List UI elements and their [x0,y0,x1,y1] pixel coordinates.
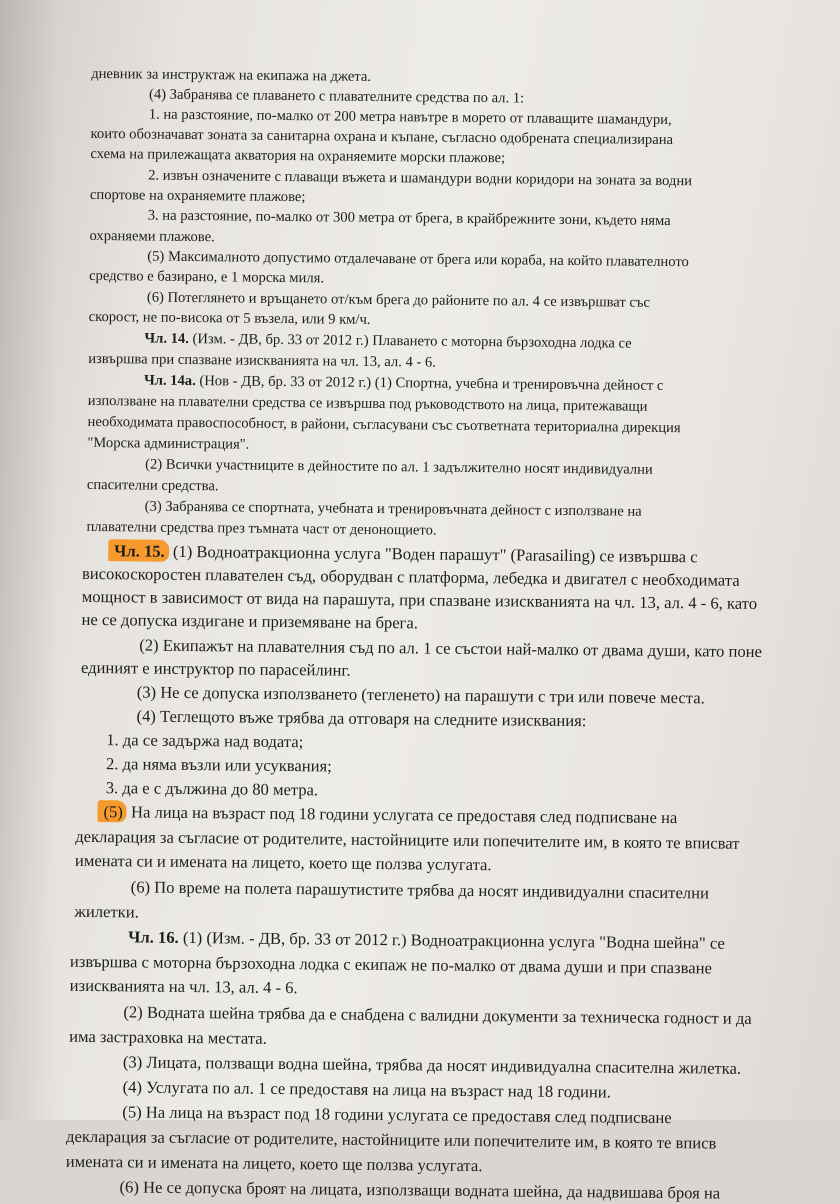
text-line: имената си и имената на лицето, което ще ползва услугата. [74,850,492,875]
text-line: 3. да е с дължина до 80 метра. [105,778,319,800]
text-line: схема на прилежащата акватория на охраняемите морски плажове; [90,145,506,167]
article-14a-label: Чл. 14а. [143,372,196,390]
article-16-label: Чл. 16. [128,927,179,947]
text-line: охраняеми плажове. [89,227,215,246]
text-line: използване на плавателни средства се извършва под ръководството на лица, притежаващи [87,392,648,415]
text-line: декларация за съгласие от родителите, настойниците или попечителите им, в която те вписват [75,826,740,853]
text-line: (3) Забранява се спортната, учебната и тренировъчната дейност с използване на [144,498,642,520]
article-14-label: Чл. 14. [144,330,189,347]
text-line: 3. на разстояние, по-малко от 300 метра от брега, в крайбрежните зони, където няма [147,207,671,230]
text-line: изискванията на чл. 13, ал. 4 - 6. [69,975,298,998]
text-line: дневник за инструктаж на екипажа на джета. [91,65,372,85]
text-line: (2) Екипажът на плавателния съд по ал. 1 се състои най-малко от двама души, като поне [139,635,763,662]
text-line: средство е базирано, е 1 морска миля. [89,267,325,287]
article-15-line [114,543,698,566]
text-line: (1) (Изм. - ДВ, бр. 33 от 2012 г.) Водноатракционна услуга "Водна шейна" се [182,927,725,953]
text-line: декларация за съгласие от родителите, настойниците или попечителите им, в която те вписв [66,1126,717,1153]
text-line: спортове на охраняемите плажове; [89,186,306,206]
article-14-line [144,332,631,352]
text-line: (6) Не се допуска броят на лицата, използващи водната шейна, да надвишава броя на [119,1177,721,1203]
text-line: 1. да се задържа над водата; [106,730,304,752]
text-line: "Морска администрация". [87,434,250,453]
text-line: (6) По време на полета парашутистите трябва да носят индивидуални спасителни [130,877,710,903]
text-line: 1. на разстояние, по-малко от 200 метра навътре в морето от плаващите шамандури, [148,106,672,129]
text-line: 2. да няма възли или усуквания; [105,754,332,776]
text-line: На лица на възраст под 18 години услугата се предоставя след подписване на [130,802,678,828]
text-line: има застраховка на местата. [69,1026,267,1048]
text-line: извършва при спазване изискванията на чл. 13, ал. 4 - 6. [88,350,436,371]
text-line: не се допуска издигане и приземяване на брега. [81,609,419,633]
text-line: извършва с моторна бързоходна лодка с екипаж не по-малко от двама души и при спазване [69,951,713,978]
text-line: (1) Водноатракционна услуга "Воден парашут" (Parasailing) се извършва с [172,541,698,567]
paragraph-5-label-highlighted: (5) [97,800,127,822]
text-line: (4) Теглещото въже трябва да отговаря на следните изисквания: [136,706,587,731]
text-line: (2) Всички участниците в дейностите по ал. 1 задължително носят индивидуални [145,456,653,478]
text-line: (4) Забранява се плаването с плавателните средства по ал. 1: [148,86,525,107]
text-line: (3) Лицата, ползващи водна шейна, трябва да носят индивидуална спасителна жилетка. [122,1052,742,1078]
text-line: (5) На лица на възраст под 18 години услугата се предоставя след подписване [122,1102,672,1128]
text-line: (5) Максималното допустимо отдалечаване от брега или кораба, на който плавателното [147,248,689,271]
article-14a-line [144,374,664,394]
text-line: плавателни средства през тъмната част от денонощието. [86,518,437,539]
text-line: жилетки. [74,901,139,922]
article-15-label-highlighted: Чл. 15. [108,539,169,562]
text-line: скорост, не по-висока от 5 възела, или 9 км/ч. [88,308,371,328]
text-line: мощност в зависимост от вида на парашута, при спазване изискванията на чл. 13, ал. 4 - 6, като [81,586,758,613]
text-line: имената си и имената на лицето, което ще ползва услугата. [65,1151,483,1176]
text-line: спасителни средства. [86,476,219,495]
text-line: (4) Услугата по ал. 1 се предоставя на лица на възраст над 18 години. [122,1077,611,1102]
text-line: (3) Не се допуска използването (тегленето) на парашути с три или повече места. [136,682,705,708]
text-line: (Нов - ДВ, бр. 33 от 2012 г.) (1) Спортна, учебна и тренировъчна дейност с [199,373,664,394]
text-line: (2) Водната шейна трябва да е снабдена с валидни документи за техническа годност и да [123,1002,752,1028]
text-line: 2. извън означените с плаващи въжета и шамандури водни коридори на зоната за водни [148,167,693,190]
text-line: (Изм. - ДВ, бр. 33 от 2012 г.) Плаването с моторна бързоходна лодка се [192,331,632,352]
text-line: (6) Потеглянето и връщането от/към брега до районите по ал. 4 се извършват със [146,289,651,311]
text-line: единият е инструктор по парасейлинг. [80,657,351,680]
text-line: които обозначават зоната за санитарна охрана и къпане, съгласно одобрената специализирана [90,125,674,149]
article-16-line [128,929,725,952]
text-line: високоскоростен плавателен съд, оборудван с платформа, лебедка и двигател с необходимата [81,563,740,590]
article-15-para-5-line [103,804,677,827]
text-line: необходимата правоспособност, в райони, съгласувани със съответната териториална дирекция [87,413,681,437]
